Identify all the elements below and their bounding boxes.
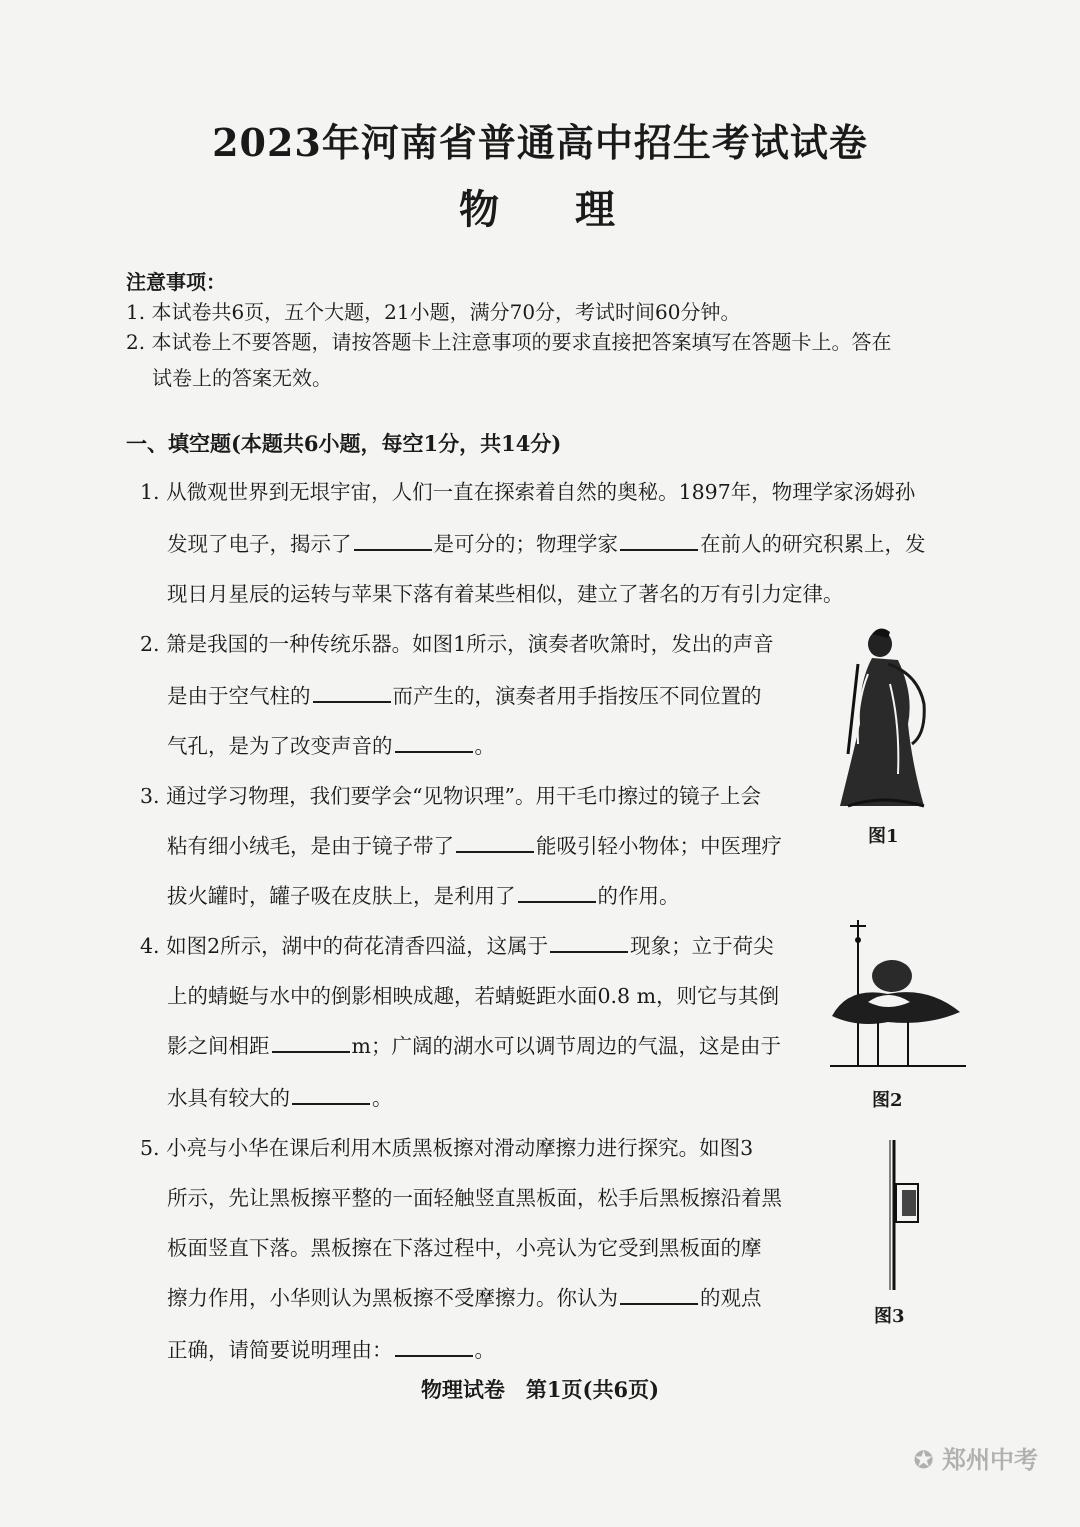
q3-text-d: 的作用。: [597, 884, 680, 908]
q5-blank-2: [395, 1337, 473, 1357]
q5-line-1: 5. 小亮与小华在课后利用木质黑板擦对滑动摩擦力进行探究。如图3: [140, 1136, 754, 1160]
q3-blank-2: [518, 883, 596, 903]
figure-1-flute-player: [828, 624, 938, 814]
figure-1-caption: 图1: [868, 826, 899, 847]
q2-text-a: 是由于空气柱的: [167, 684, 311, 708]
section-1-heading: 一、填空题(本题共6小题，每空1分，共14分): [126, 431, 562, 456]
q4-blank-1: [550, 933, 628, 953]
q5-text-b: 的观点: [700, 1286, 762, 1310]
note-item-2: 2. 本试卷上不要答题，请按答题卡上注意事项的要求直接把答案填写在答题卡上。答在: [126, 330, 892, 354]
q3-text-c: 拔火罐时，罐子吸在皮肤上，是利用了: [167, 884, 516, 908]
note-item-2-cont: 试卷上的答案无效。: [152, 366, 332, 390]
watermark-text: 郑州中考: [942, 1446, 1038, 1474]
q4-text-a: 4. 如图2所示，湖中的荷花清香四溢，这属于: [140, 934, 549, 958]
q3-text-a: 粘有细小绒毛，是由于镜子带了: [167, 834, 454, 858]
q3-text-b: 能吸引轻小物体；中医理疗: [536, 834, 782, 858]
q4-text-d: m；广阔的湖水可以调节周边的气温，这是由于: [351, 1034, 781, 1058]
q4-blank-2: [272, 1033, 350, 1053]
q2-text-b: 而产生的，演奏者用手指按压不同位置的: [392, 684, 762, 708]
q5-text-c: 正确，请简要说明理由：: [167, 1338, 393, 1362]
q1-blank-1: [354, 531, 432, 551]
q4-text-e: 水具有较大的: [167, 1086, 290, 1110]
q5-text-d: 。: [474, 1338, 495, 1362]
note-item-1: 1. 本试卷共6页，五个大题，21小题，满分70分，考试时间60分钟。: [126, 300, 741, 324]
q4-text-f: 。: [372, 1086, 393, 1110]
notes-heading: 注意事项：: [126, 270, 226, 294]
q4-blank-3: [292, 1085, 370, 1105]
q2-blank-1: [313, 683, 391, 703]
q2-text-d: 。: [474, 734, 495, 758]
q1-line-1: 1. 从微观世界到无垠宇宙，人们一直在探索着自然的奥秘。1897年，物理学家汤姆孙: [140, 480, 916, 504]
exam-title: 2023年河南省普通高中招生考试试卷: [212, 120, 868, 165]
q3-line-1: 3. 通过学习物理，我们要学会“见物识理”。用干毛巾擦过的镜子上会: [140, 784, 762, 808]
q5-blank-1: [620, 1285, 698, 1305]
wechat-icon: ✪: [913, 1446, 942, 1474]
page-footer: 物理试卷 第1页(共6页): [420, 1377, 660, 1402]
figure-3-eraser: [880, 1140, 930, 1290]
q1-text-b: 是可分的；物理学家: [433, 532, 618, 556]
q5-line-5: [167, 1320, 495, 1381]
q2-line-1: 2. 箫是我国的一种传统乐器。如图1所示，演奏者吹箫时，发出的声音: [140, 632, 774, 656]
q5-line-3: 板面竖直下落。黑板擦在下落过程中，小亮认为它受到黑板面的摩: [167, 1236, 762, 1260]
q1-text-c: 在前人的研究积累上，发: [700, 532, 926, 556]
q2-blank-2: [395, 733, 473, 753]
figure-3-caption: 图3: [874, 1306, 905, 1327]
q4-line-2: 上的蜻蜓与水中的倒影相映成趣，若蜻蜓距水面0.8 m，则它与其倒: [167, 984, 780, 1008]
q1-blank-2: [620, 531, 698, 551]
figure-2-lotus: [828, 916, 968, 1076]
q1-line-3: 现日月星辰的运转与苹果下落有着某些相似，建立了著名的万有引力定律。: [167, 582, 844, 606]
figure-2-caption: 图2: [872, 1090, 903, 1111]
subject-title: 物理: [459, 186, 691, 233]
watermark: [914, 1440, 1038, 1475]
q3-blank-1: [456, 833, 534, 853]
q5-text-a: 擦力作用，小华则认为黑板擦不受摩擦力。你认为: [167, 1286, 618, 1310]
q5-line-2: 所示，先让黑板擦平整的一面轻触竖直黑板面，松手后黑板擦沿着黑: [167, 1186, 782, 1210]
q4-text-b: 现象；立于荷尖: [630, 934, 774, 958]
q1-text-a: 发现了电子，揭示了: [167, 532, 352, 556]
q2-text-c: 气孔，是为了改变声音的: [167, 734, 393, 758]
q4-text-c: 影之间相距: [167, 1034, 270, 1058]
